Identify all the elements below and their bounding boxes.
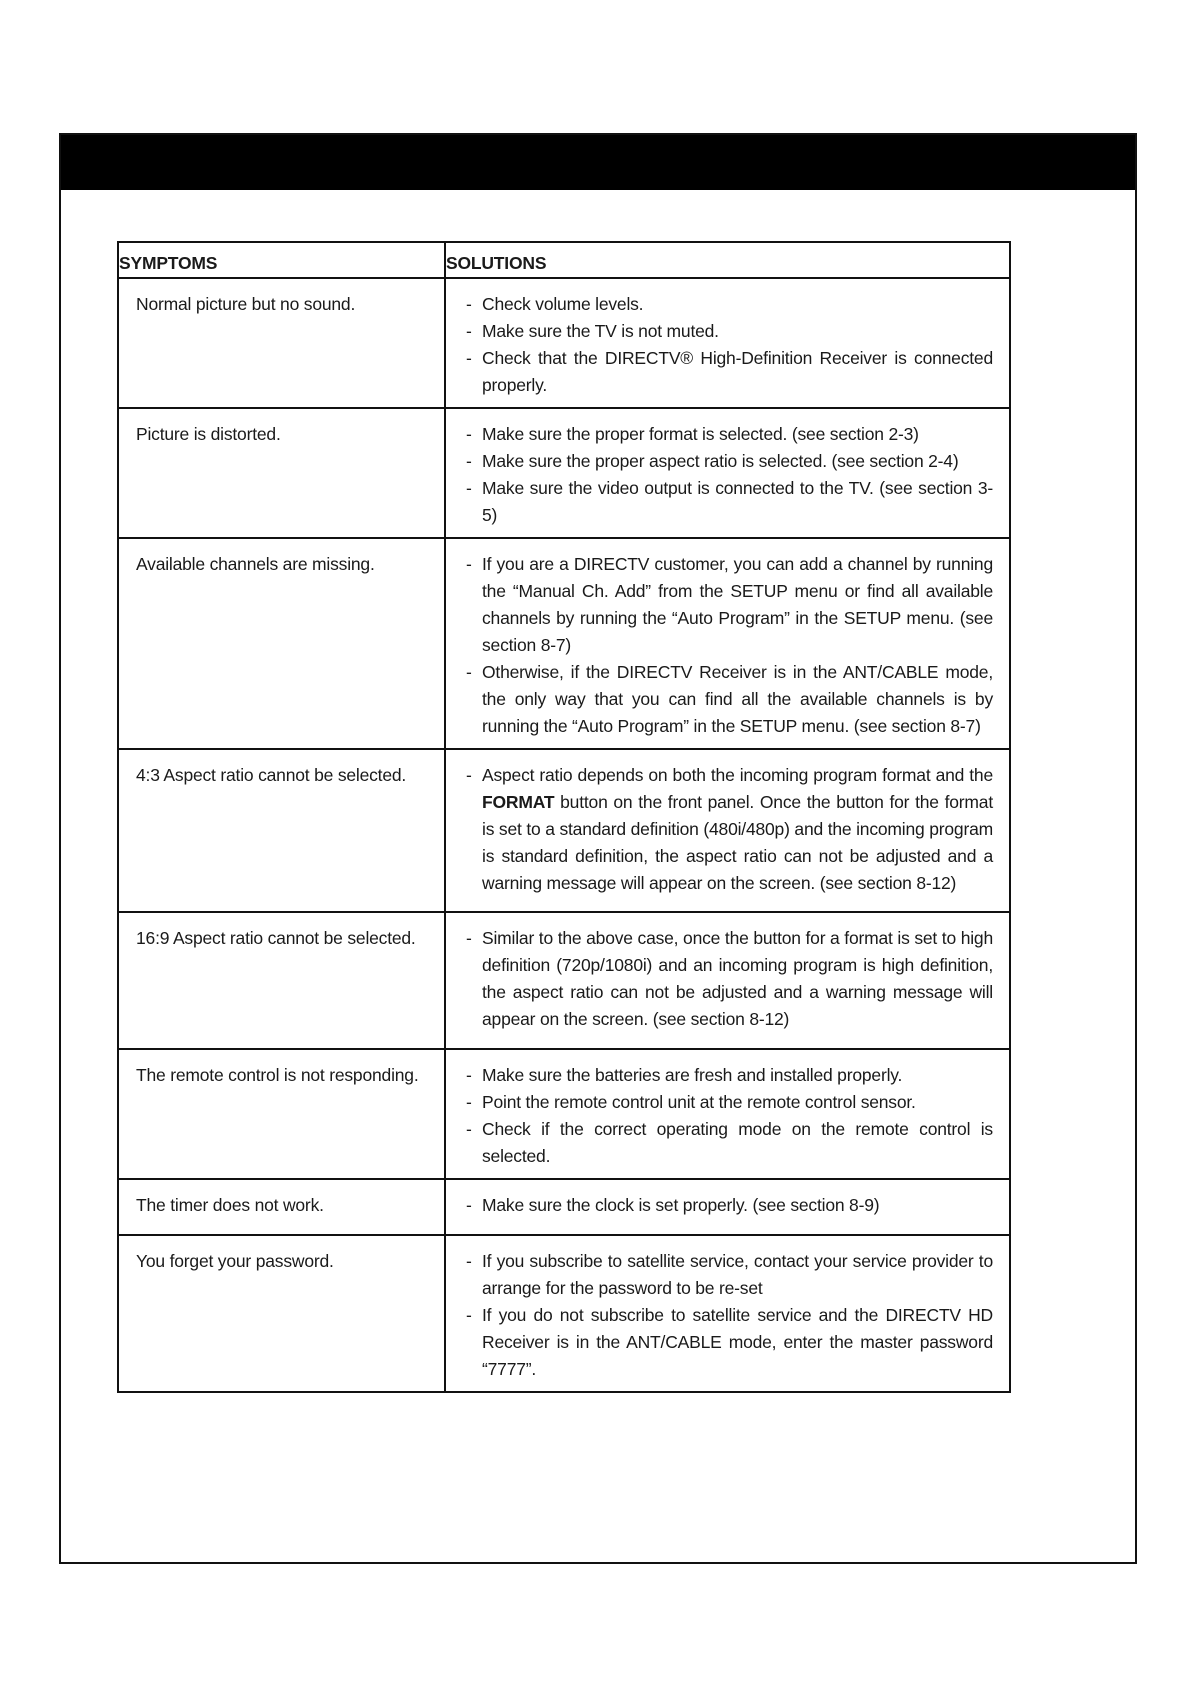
- solution-cell: [445, 1049, 1010, 1179]
- symptom-cell: 16:9 Aspect ratio cannot be selected.: [118, 912, 445, 1049]
- symptom-cell: Picture is distorted.: [118, 408, 445, 538]
- symptom-cell: Normal picture but no sound.: [118, 278, 445, 408]
- solution-item: - Check if the correct operating mode on the remote control is selected.: [464, 1116, 993, 1170]
- table-row: [118, 749, 1010, 912]
- table-row: [118, 912, 1010, 1049]
- symptom-cell: Available channels are missing.: [118, 538, 445, 749]
- symptom-cell: The remote control is not responding.: [118, 1049, 445, 1179]
- solution-item: - Similar to the above case, once the button for a format is set to high definition (720p/1080i) and an incoming program is high definition, the aspect ratio can not be adjusted and a warning message will appear on the screen. (see section 8-12): [464, 925, 993, 1033]
- table-row: [118, 1049, 1010, 1179]
- solution-item: - Check volume levels.: [464, 291, 993, 318]
- symptoms-column-header: SYMPTOMS: [118, 242, 445, 278]
- table-header-row: [118, 242, 1010, 278]
- solution-item: - If you do not subscribe to satellite service and the DIRECTV HD Receiver is in the ANT/CABLE mode, enter the master password “7777”.: [464, 1302, 993, 1383]
- solution-item: - Make sure the TV is not muted.: [464, 318, 993, 345]
- header-bar: [61, 135, 1135, 190]
- solution-text: button on the front panel. Once the button for the format is set to a standard definition (480i/480p) and the incoming program is standard definition, the aspect ratio can not be adjusted and a warning message will appear on the screen. (see section 8-12): [482, 792, 993, 893]
- solution-item: - Point the remote control unit at the remote control sensor.: [464, 1089, 993, 1116]
- solution-text: Aspect ratio depends on both the incoming program format and the: [482, 765, 993, 785]
- table-row: [118, 538, 1010, 749]
- solution-cell: [445, 749, 1010, 912]
- solution-cell: [445, 278, 1010, 408]
- table-row: [118, 1235, 1010, 1392]
- solution-cell: [445, 538, 1010, 749]
- solution-item: - Make sure the proper aspect ratio is selected. (see section 2-4): [464, 448, 993, 475]
- troubleshooting-table: [117, 241, 1011, 1393]
- solution-cell: [445, 1235, 1010, 1392]
- format-button-label: FORMAT: [482, 792, 555, 812]
- solution-item: - Make sure the batteries are fresh and installed properly.: [464, 1062, 993, 1089]
- solution-item: - Make sure the clock is set properly. (see section 8-9): [464, 1192, 993, 1219]
- table-row: [118, 1179, 1010, 1235]
- solution-item: - Otherwise, if the DIRECTV Receiver is in the ANT/CABLE mode, the only way that you can find all the available channels is by running the “Auto Program” in the SETUP menu. (see section 8-7): [464, 659, 993, 740]
- symptom-cell: The timer does not work.: [118, 1179, 445, 1235]
- table-row: [118, 278, 1010, 408]
- solution-cell: [445, 912, 1010, 1049]
- table-row: [118, 408, 1010, 538]
- solution-item: - If you subscribe to satellite service, contact your service provider to arrange for the password to be re-set: [464, 1248, 993, 1302]
- solution-item: - Make sure the video output is connected to the TV. (see section 3-5): [464, 475, 993, 529]
- solution-item: - If you are a DIRECTV customer, you can add a channel by running the “Manual Ch. Add” from the SETUP menu or find all available channels by running the “Auto Program” in the SETUP menu. (see section 8-7): [464, 551, 993, 659]
- solution-item: [464, 762, 993, 897]
- solution-cell: [445, 408, 1010, 538]
- solutions-column-header: SOLUTIONS: [445, 242, 1010, 278]
- solution-item: - Make sure the proper format is selected. (see section 2-3): [464, 421, 993, 448]
- symptom-cell: 4:3 Aspect ratio cannot be selected.: [118, 749, 445, 912]
- solution-item: - Check that the DIRECTV® High-Definition Receiver is connected properly.: [464, 345, 993, 399]
- solution-cell: [445, 1179, 1010, 1235]
- symptom-cell: You forget your password.: [118, 1235, 445, 1392]
